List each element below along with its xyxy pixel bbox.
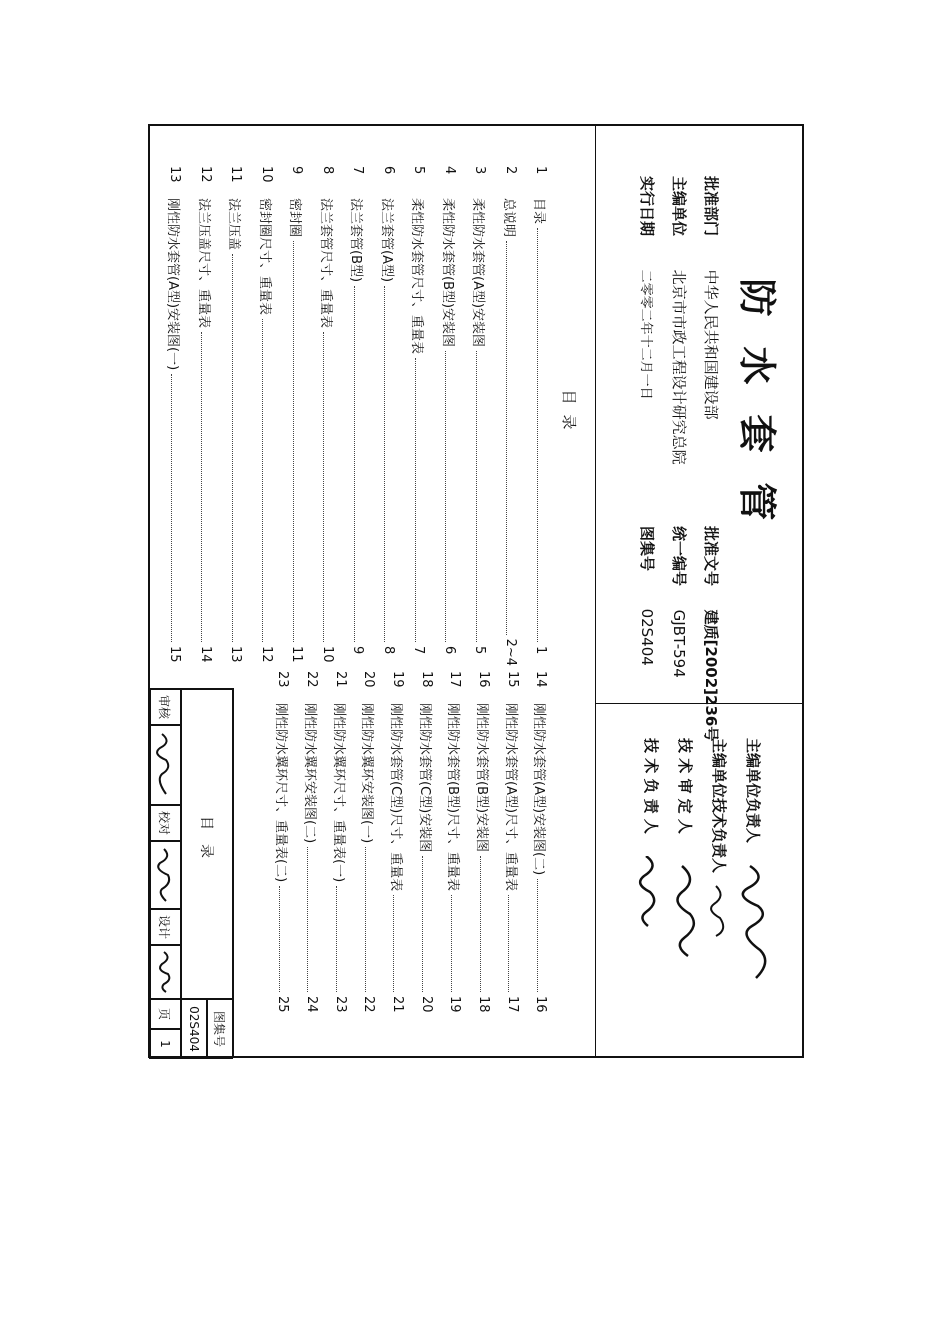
toc-leader-dots [446, 351, 454, 642]
toc-leader-dots [232, 254, 240, 642]
atlas-number [637, 526, 658, 666]
toc-item-label: 密封圈尺寸、重量表 [257, 198, 272, 316]
toc-item [300, 671, 322, 1016]
toc-leader-dots [508, 895, 516, 992]
toc-item [164, 166, 186, 666]
design-signature [149, 945, 181, 999]
toc-item [347, 166, 369, 666]
toc-item-number: 20 [361, 671, 377, 688]
toc-item-page: 2~4 [503, 638, 518, 666]
toc-item-page: 16 [533, 996, 549, 1013]
toc-item-page: 18 [476, 996, 492, 1013]
toc-item-page: 22 [361, 996, 377, 1013]
toc-item-page: 11 [289, 646, 305, 663]
toc-leader-dots [279, 886, 287, 992]
toc-leader-dots [365, 847, 373, 992]
editor-unit [669, 176, 690, 465]
toc-item-label: 刚性防水翼环尺寸、重量表(二) [273, 703, 289, 883]
toc-item-page: 15 [167, 646, 183, 663]
toc-item [408, 166, 430, 666]
toc-item-number: 4 [442, 166, 457, 175]
toc-item-number: 11 [228, 166, 244, 183]
toc-item-number: 14 [533, 671, 549, 688]
responsible-2: 主编单位技术负责人 [710, 738, 728, 874]
review-signature [149, 725, 181, 805]
unified-no-value: GJBT-594 [670, 609, 688, 678]
toc-item-label: 法兰套管尺寸、重量表 [318, 198, 333, 329]
toc-item [530, 671, 552, 1016]
toc-item-page: 8 [381, 646, 396, 655]
design-label: 设计 [149, 909, 181, 945]
toc-item-number: 2 [503, 166, 518, 175]
date-label: 实行日期 [638, 176, 656, 237]
page-value: 1 [149, 1029, 181, 1059]
cover-header [596, 126, 804, 1058]
toc-item [387, 671, 409, 1016]
toc-item-page: 19 [447, 996, 463, 1013]
title-block-name: 目录 [181, 689, 233, 999]
rotated-drawing [150, 126, 804, 1058]
toc-item [329, 671, 351, 1016]
approval-no-label: 批准文号 [702, 526, 720, 587]
toc-item-label: 法兰压盖 [226, 198, 242, 251]
toc-leader-dots [293, 241, 301, 642]
toc-item-number: 13 [167, 166, 183, 183]
review-label: 审核 [149, 689, 181, 725]
toc-item-page: 25 [275, 996, 291, 1013]
toc-item-label: 刚性防水套管(C型)安装图 [416, 703, 432, 853]
toc-item-label: 刚性防水翼环安装图(二) [301, 703, 317, 844]
atlas-no-value: 02S404 [638, 608, 656, 666]
toc-item [272, 671, 294, 1016]
editor-value: 北京市市政工程设计研究总院 [670, 269, 688, 465]
date-value: 二零零二年十二月一日 [638, 269, 653, 400]
toc-item [530, 166, 552, 666]
toc-item-page: 21 [390, 996, 405, 1013]
toc-leader-dots [422, 856, 430, 992]
toc-item-number: 19 [390, 671, 405, 688]
toc-item-number: 12 [198, 166, 213, 183]
toc-item-number: 15 [504, 671, 520, 688]
toc-leader-dots [171, 374, 179, 642]
toc-item-number: 8 [320, 166, 335, 175]
toc-item-label: 刚性防水套管(A型)安装图(二) [531, 703, 547, 876]
toc-item-number: 6 [381, 166, 396, 175]
toc-item [473, 671, 495, 1016]
toc-item-page: 24 [303, 996, 319, 1013]
toc-item-label: 刚性防水套管(A型)安装图(一) [165, 198, 181, 371]
toc-leader-dots [336, 886, 344, 992]
toc-item [358, 671, 380, 1016]
toc-item [501, 671, 523, 1016]
toc-item [469, 166, 491, 666]
toc-leader-dots [324, 332, 332, 642]
toc-leader-dots [415, 358, 423, 642]
toc-leader-dots [537, 879, 545, 992]
toc-leader-dots [507, 241, 515, 635]
toc-item [286, 166, 308, 666]
toc-item-number: 18 [418, 671, 434, 688]
toc-item-label: 法兰套管(A型) [379, 198, 394, 283]
atlas-no-label: 图集号 [638, 526, 656, 572]
implementation-date [637, 176, 658, 400]
toc-item-number: 21 [332, 671, 348, 688]
toc-item-page: 7 [411, 646, 427, 655]
toc-item-label: 刚性防水套管(C型)尺寸、重量表 [388, 703, 403, 892]
toc-item-page: 5 [472, 646, 488, 655]
toc-item [256, 166, 278, 666]
responsible-4: 技 术 负 责 人 [642, 738, 660, 834]
toc-leader-dots [354, 286, 362, 642]
toc-item-page: 6 [442, 646, 457, 655]
toc-item-label: 柔性防水套管(B型)安装图 [440, 198, 455, 348]
toc-item-label: 刚性防水翼环尺寸、重量表(一) [330, 703, 346, 883]
toc-item-number: 1 [533, 166, 549, 175]
approval-no-value: 建质[2002]236号 [702, 609, 720, 742]
toc-item [378, 166, 400, 666]
approval-dept-label: 批准部门 [702, 176, 720, 237]
toc-item-number: 22 [303, 671, 319, 688]
toc-item-page: 20 [418, 996, 434, 1013]
page-label: 页 [149, 999, 181, 1029]
toc-leader-dots [476, 351, 484, 642]
toc-item-number: 17 [447, 671, 463, 688]
toc-item [415, 671, 437, 1016]
toc-title: 目录 [560, 389, 578, 440]
toc-item-page: 1 [533, 646, 549, 655]
toc-item [500, 166, 522, 666]
toc-item-label: 刚性防水套管(A型)尺寸、重量表 [502, 703, 518, 892]
title-block-atlas-value: 02S404 [181, 999, 207, 1059]
toc-item-page: 9 [350, 646, 366, 655]
toc-item-label: 刚性防水套管(B型)尺寸、重量表 [445, 703, 461, 892]
toc-item-number: 23 [275, 671, 291, 688]
toc-leader-dots [385, 286, 393, 642]
toc-item-page: 13 [228, 646, 244, 663]
toc-item-label: 刚性防水翼环安装图(一) [359, 703, 375, 844]
toc-item-page: 10 [320, 646, 335, 663]
drawing-sheet [148, 124, 804, 1058]
toc-item-label: 刚性防水套管(B型)安装图 [474, 703, 490, 853]
toc-item [439, 166, 461, 666]
title-block [150, 688, 234, 1058]
toc-item [444, 671, 466, 1016]
toc-item [317, 166, 339, 666]
responsible-1: 主编单位负责人 [744, 738, 762, 844]
toc-item-page: 12 [259, 646, 274, 663]
toc-item-number: 7 [350, 166, 366, 175]
title-block-atlas-label: 图集号 [207, 999, 233, 1059]
toc-item-number: 9 [289, 166, 305, 175]
toc-item-page: 23 [332, 996, 348, 1013]
toc-leader-dots [451, 895, 459, 992]
document-title: 防水套管 [735, 278, 779, 551]
editor-label: 主编单位 [670, 176, 688, 237]
toc-leader-dots [537, 228, 545, 642]
toc-item [195, 166, 217, 666]
header-divider [596, 703, 804, 704]
handwritten-signatures [628, 856, 778, 1046]
toc-item-label: 目录 [531, 198, 547, 225]
responsible-3: 技 术 审 定 人 [676, 738, 694, 834]
toc-item-label: 总说明 [501, 198, 516, 238]
toc-item-number: 3 [472, 166, 488, 175]
toc-item-label: 法兰压盖尺寸、重量表 [196, 198, 211, 329]
toc-leader-dots [307, 847, 315, 992]
toc-leader-dots [202, 332, 210, 642]
check-signature [149, 841, 181, 909]
toc-leader-dots [394, 895, 402, 992]
toc-item-label: 密封圈 [287, 198, 303, 238]
check-label: 校对 [149, 805, 181, 841]
toc-leader-dots [480, 856, 488, 992]
toc-item [225, 166, 247, 666]
unified-number [669, 526, 690, 678]
toc-item-page: 14 [198, 646, 213, 663]
toc-item-page: 17 [504, 996, 520, 1013]
toc-item-number: 10 [259, 166, 274, 183]
toc-item-label: 柔性防水套管尺寸、重量表 [409, 198, 425, 355]
approval-dept [701, 176, 722, 420]
unified-no-label: 统一编号 [670, 526, 688, 587]
header-rule [595, 126, 596, 1058]
toc-item-label: 法兰套管(B型) [348, 198, 364, 283]
toc-item-label: 柔性防水套管(A型)安装图 [470, 198, 486, 348]
toc-leader-dots [263, 319, 271, 642]
approval-number [701, 526, 722, 741]
approval-dept-value: 中华人民共和国建设部 [702, 269, 720, 420]
toc-item-number: 5 [411, 166, 427, 175]
toc-item-number: 16 [476, 671, 492, 688]
